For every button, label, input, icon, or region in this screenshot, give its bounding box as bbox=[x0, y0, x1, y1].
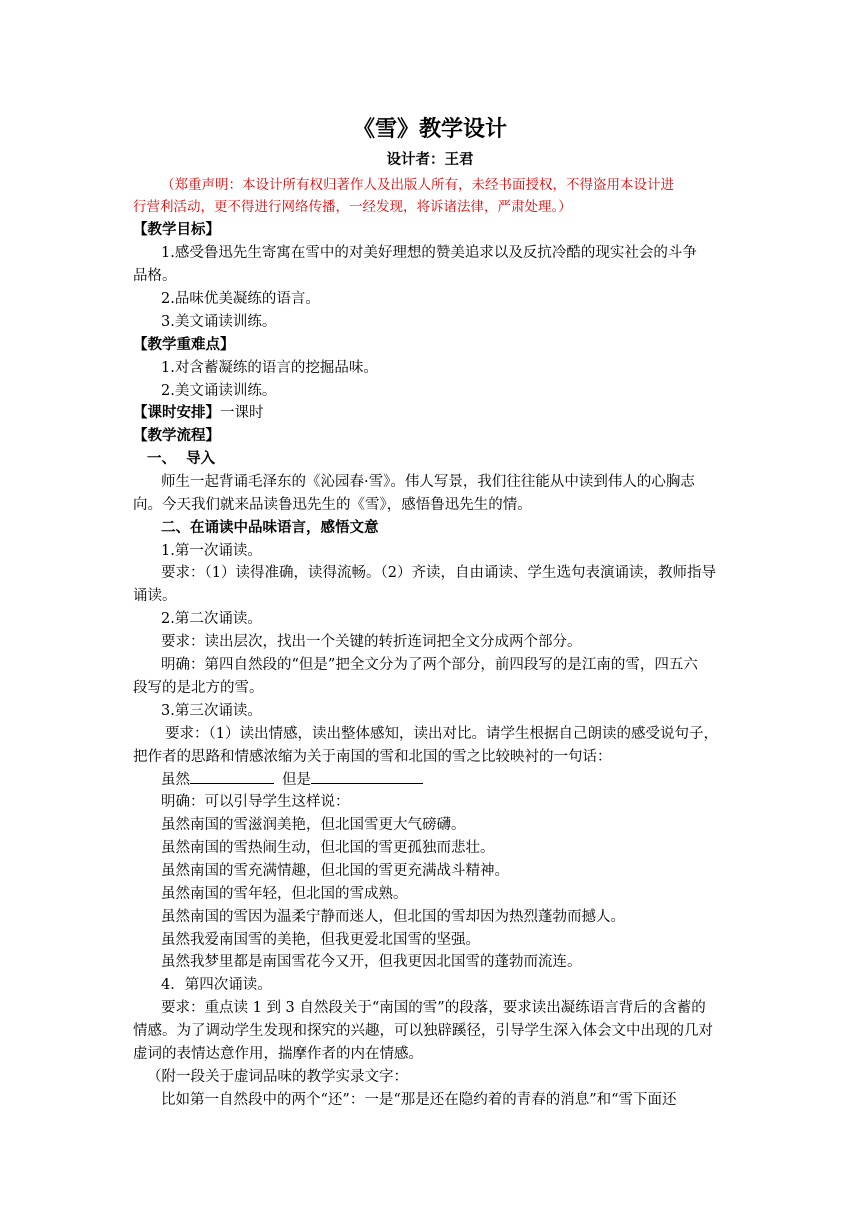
appendix-intro: （附一段关于虚词品味的教学实录文字： bbox=[147, 1069, 408, 1085]
appendix-text: 比如第一自然段中的两个“还”：一是“那是还在隐约着的青春的消息”和“雪下面还 bbox=[161, 1092, 677, 1108]
key-point-1: 1.对含蓄凝练的语言的挖掘品味。 bbox=[161, 360, 378, 376]
reading-1-title: 1.第一次诵读。 bbox=[161, 543, 262, 559]
copyright-notice-line-2: 行营利活动，更不得进行网络传播，一经发现，将诉诸法律，严肃处理。） bbox=[133, 199, 572, 215]
fill-blank-line bbox=[161, 769, 761, 790]
example-sentence: 虽然南国的雪充满情趣，但北国的雪更充满战斗精神。 bbox=[161, 863, 509, 879]
section-1-title: 一、 导入 bbox=[147, 450, 216, 467]
reading-4-title: 4．第四次诵读。 bbox=[161, 977, 272, 993]
reading-4-req-3: 虚词的表情达意作用，揣摩作者的内在情感。 bbox=[133, 1046, 423, 1062]
reading-3-title: 3.第三次诵读。 bbox=[161, 703, 262, 719]
example-sentence: 虽然南国的雪年轻，但北国的雪成熟。 bbox=[161, 886, 408, 902]
reading-1-req-1: 要求：（1）读得准确，读得流畅。（2）齐读，自由诵读、学生选句表演诵读，教师指导 bbox=[161, 565, 716, 581]
objective-3: 3.美文诵读训练。 bbox=[161, 314, 277, 330]
section-2-title: 二、在诵读中品味语言，感悟文意 bbox=[161, 519, 379, 536]
example-sentence: 虽然南国的雪热闹生动，但北国的雪更孤独而悲壮。 bbox=[161, 840, 495, 856]
reading-4-req-2: 情感。为了调动学生发现和探究的兴趣，可以独辟蹊径，引导学生深入体会文中出现的几对 bbox=[133, 1023, 713, 1039]
reading-3-answer-intro: 明确：可以引导学生这样说： bbox=[161, 794, 350, 810]
objective-2: 2.品味优美凝练的语言。 bbox=[161, 291, 320, 307]
copyright-notice-line-1: （郑重声明：本设计所有权归著作人及出版人所有，未经书面授权，不得盗用本设计进 bbox=[161, 177, 674, 193]
objective-1-cont: 品格。 bbox=[133, 268, 177, 284]
reading-3-req-1: 要求：（1）读出情感，读出整体感知，读出对比。请学生根据自己朗读的感受说句子， bbox=[165, 726, 718, 742]
reading-1-req-2: 诵读。 bbox=[133, 588, 177, 604]
schedule-line bbox=[133, 403, 733, 423]
reading-2-answer-1: 明确：第四自然段的“但是”把全文分为了两个部分，前四段写的是江南的雪，四五六 bbox=[161, 657, 698, 673]
fill-blank-label-a: 虽然 bbox=[161, 772, 190, 788]
example-sentence: 虽然我梦里都是南国雪花今又开，但我更因北国雪的蓬勃而流连。 bbox=[161, 954, 582, 970]
key-points-heading: 【教学重难点】 bbox=[133, 337, 235, 353]
fill-blank-a bbox=[190, 769, 274, 784]
schedule-heading: 【课时安排】 bbox=[133, 405, 220, 421]
example-sentence: 虽然南国的雪因为温柔宁静而迷人，但北国的雪却因为热烈蓬勃而撼人。 bbox=[161, 909, 625, 925]
reading-2-title: 2.第二次诵读。 bbox=[161, 611, 262, 627]
objectives-heading: 【教学目标】 bbox=[133, 222, 220, 238]
reading-2-req: 要求：读出层次，找出一个关键的转折连词把全文分成两个部分。 bbox=[161, 634, 582, 650]
process-heading: 【教学流程】 bbox=[133, 428, 220, 444]
reading-4-req-1: 要求：重点读 1 到 3 自然段关于“南国的雪”的段落，要求读出凝练语言背后的含蓄的 bbox=[161, 1000, 706, 1016]
fill-blank-label-b: 但是 bbox=[282, 772, 311, 788]
section-1-text-2: 向。今天我们就来品读鲁迅先生的《雪》，感悟鲁迅先生的情。 bbox=[133, 497, 532, 513]
section-1-text-1: 师生一起背诵毛泽东的《沁园春·雪》。伟人写景，我们往往能从中读到伟人的心胸志 bbox=[161, 474, 695, 490]
example-sentence: 虽然我爱南国雪的美艳，但我更爱北国雪的坚强。 bbox=[161, 932, 480, 948]
reading-2-answer-2: 段写的是北方的雪。 bbox=[133, 680, 264, 696]
author-line: 设计者：王君 bbox=[386, 152, 474, 168]
document-title: 《雪》教学设计 bbox=[352, 116, 507, 142]
objective-1: 1.感受鲁迅先生寄寓在雪中的对美好理想的赞美追求以及反抗冷酷的现实社会的斗争 bbox=[161, 245, 697, 261]
fill-blank-b bbox=[311, 769, 423, 784]
example-sentence: 虽然南国的雪滋润美艳，但北国雪更大气磅礴。 bbox=[161, 817, 466, 833]
reading-3-req-2: 把作者的思路和情感浓缩为关于南国的雪和北国的雪之比较映衬的一句话： bbox=[133, 749, 612, 765]
key-point-2: 2.美文诵读训练。 bbox=[161, 383, 277, 399]
schedule-value: 一课时 bbox=[220, 405, 264, 421]
